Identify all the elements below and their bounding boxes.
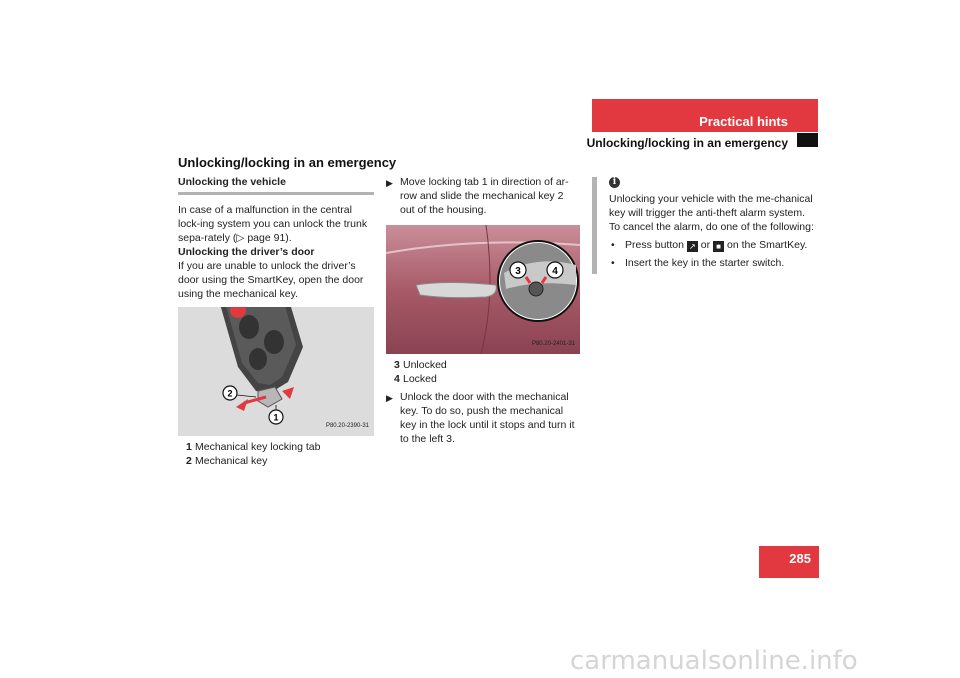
caption-text: Mechanical key locking tab (195, 441, 321, 453)
header-black-tab (797, 133, 818, 147)
info-icon: i (609, 177, 620, 188)
paragraph-mechanical-key: If you are unable to unlock the driver’s door using the SmartKey, open the door using the mechanical key. (178, 260, 364, 300)
section-title: Practical hints (699, 114, 788, 129)
column-3 (592, 175, 818, 274)
subheading-unlocking-vehicle: Unlocking the vehicle (178, 175, 374, 195)
caption-number: 1 (186, 441, 192, 453)
info-bullet-2 (609, 256, 818, 270)
step-unlock-door (386, 390, 580, 446)
caption-number: 4 (394, 373, 400, 385)
caption-number: 3 (394, 359, 400, 371)
smartkey-figure (178, 307, 374, 436)
door-handle (416, 283, 496, 298)
smartkey-illustration (178, 307, 374, 436)
bullet-text-mid: or (700, 239, 711, 251)
caption-text: Unlocked (403, 359, 447, 371)
step-move-locking-tab (386, 175, 580, 217)
bullet-text: Insert the key in the starter switch. (625, 257, 785, 269)
page-number-box (759, 546, 819, 578)
svg-text:4: 4 (552, 266, 558, 277)
caption-text: Locked (403, 373, 437, 385)
caption-number: 2 (186, 455, 192, 467)
subsection-title: Unlocking/locking in an emergency (586, 136, 788, 150)
info-intro: Unlocking your vehicle with the me-chanical key will trigger the anti-theft alarm system. To cancel the alarm, do one of the following: (609, 193, 814, 233)
watermark: carmanualsonline.info (570, 646, 858, 676)
door-lock-figure (386, 225, 580, 354)
page-number: 285 (789, 551, 811, 566)
door-lock-illustration (386, 225, 580, 354)
svg-text:3: 3 (515, 266, 521, 277)
subheading-drivers-door: Unlocking the driver’s door (178, 246, 315, 258)
bullet-dot-icon: • (611, 239, 615, 251)
figure-code: P80.20-2401-31 (531, 341, 575, 347)
bullet-text (625, 238, 807, 252)
bullet-text-post: on the SmartKey. (726, 239, 808, 251)
lock-icon: ■ (713, 241, 724, 252)
bullet-text-pre: Press button (625, 239, 684, 251)
column-2 (386, 175, 580, 446)
caption-2 (178, 454, 374, 468)
svg-text:1: 1 (273, 412, 279, 423)
caption-1 (178, 440, 374, 454)
step-text: Move locking tab 1 in direction of ar-row and slide the mechanical key 2 out of the housing. (400, 176, 569, 216)
info-bullet-1 (609, 238, 818, 252)
page-heading: Unlocking/locking in an emergency (178, 155, 397, 170)
step-arrow-icon: ▶ (386, 178, 393, 188)
bullet-dot-icon: • (611, 257, 615, 269)
caption-4 (386, 372, 580, 386)
paragraph-malfunction: In case of a malfunction in the central lock-ing system you can unlock the trunk sepa-rately (▷ page 91). (178, 204, 368, 244)
column-1 (178, 175, 374, 468)
caption-3 (386, 358, 580, 372)
unlock-icon: ↗ (687, 241, 698, 252)
step-arrow-icon: ▶ (386, 393, 393, 403)
info-box (592, 177, 818, 274)
step-text: Unlock the door with the mechanical key. To do so, push the mechanical key in the lock until it stops and turn it to the left 3. (400, 391, 575, 445)
figure-code: P80.20-2390-31 (325, 423, 369, 429)
svg-text:2: 2 (227, 388, 233, 399)
caption-text: Mechanical key (195, 455, 268, 467)
